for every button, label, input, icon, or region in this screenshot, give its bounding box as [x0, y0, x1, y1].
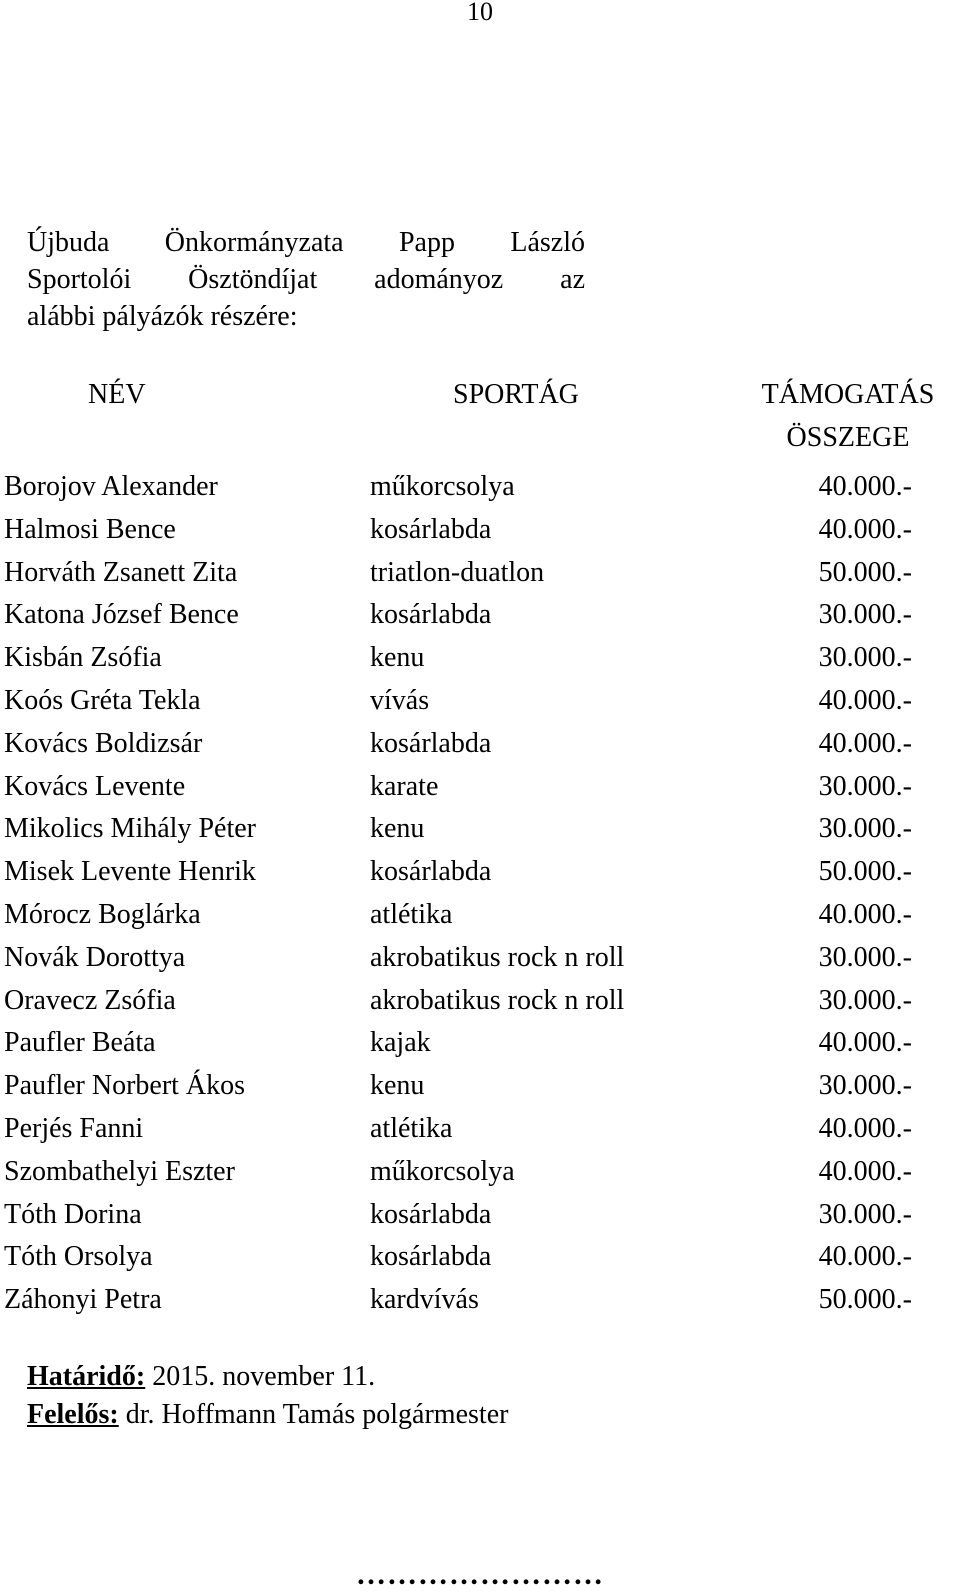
table-row	[4, 894, 960, 937]
recipient-amount: 40.000.-	[818, 471, 912, 502]
deadline-label: Határidő:	[27, 1361, 146, 1392]
recipient-name: Paufler Beáta	[4, 1027, 156, 1059]
recipient-name: Tóth Orsolya	[4, 1241, 153, 1273]
recipient-amount: 30.000.-	[818, 642, 912, 674]
recipient-sport: kosárlabda	[370, 727, 492, 759]
recipient-amount: 40.000.-	[818, 1027, 912, 1059]
page-number: 10	[467, 0, 493, 26]
table-row	[4, 509, 960, 552]
recipient-sport: műkorcsolya	[370, 471, 515, 502]
recipient-amount: 40.000.-	[818, 684, 912, 716]
intro-line: alábbi pályázók részére:	[27, 301, 298, 332]
recipient-name: Tóth Dorina	[4, 1198, 142, 1230]
column-header-amount	[740, 373, 956, 459]
table-row	[4, 1108, 960, 1151]
recipient-name: Kovács Levente	[4, 770, 186, 802]
recipient-sport: karate	[370, 770, 439, 802]
recipient-name: Misek Levente Henrik	[4, 856, 256, 888]
recipient-amount: 40.000.-	[818, 898, 912, 930]
recipient-amount: 50.000.-	[818, 556, 912, 588]
recipient-sport: kajak	[370, 1027, 431, 1059]
intro-line: Újbuda Önkormányzata Papp László	[27, 227, 585, 258]
recipient-amount: 30.000.-	[818, 770, 912, 802]
deadline-value: 2015. november 11.	[145, 1361, 376, 1392]
recipient-name: Novák Dorottya	[4, 941, 186, 973]
recipient-sport: triatlon-duatlon	[370, 556, 545, 588]
footer-block	[27, 1358, 508, 1434]
recipient-sport: atlétika	[370, 1112, 453, 1144]
column-header-amount-line1: TÁMOGATÁS	[761, 379, 935, 410]
table-row	[4, 594, 960, 637]
recipient-sport: akrobatikus rock n roll	[370, 984, 625, 1016]
column-header-amount-line2: ÖSSZEGE	[786, 422, 910, 453]
table-row	[4, 680, 960, 723]
responsible-line	[27, 1396, 508, 1434]
deadline-line	[27, 1358, 508, 1396]
recipient-name: Perjés Fanni	[4, 1112, 144, 1144]
recipient-sport: kenu	[370, 813, 425, 845]
responsible-value: dr. Hoffmann Tamás polgármester	[118, 1399, 509, 1430]
trailing-dots: ……………………	[356, 1558, 604, 1591]
recipient-name: Oravecz Zsófia	[4, 984, 176, 1016]
table-row	[4, 1236, 960, 1279]
recipient-sport: kosárlabda	[370, 856, 492, 888]
recipient-name: Horváth Zsanett Zita	[4, 556, 238, 588]
table-row	[4, 808, 960, 851]
table-row	[4, 851, 960, 894]
table-row	[4, 1194, 960, 1237]
recipient-name: Koós Gréta Tekla	[4, 684, 201, 716]
recipient-name: Katona József Bence	[4, 599, 239, 631]
recipient-amount: 30.000.-	[818, 1198, 912, 1230]
recipient-sport: vívás	[370, 684, 430, 716]
recipient-name: Borojov Alexander	[4, 471, 218, 502]
table-row	[4, 1279, 960, 1322]
recipient-sport: kosárlabda	[370, 1198, 492, 1230]
intro-line: Sportolói Ösztöndíjat adományoz az	[27, 264, 585, 295]
table-row	[4, 766, 960, 809]
recipient-sport: műkorcsolya	[370, 1155, 515, 1187]
recipient-sport: akrobatikus rock n roll	[370, 941, 625, 973]
recipient-name: Záhonyi Petra	[4, 1284, 162, 1316]
recipient-sport: atlétika	[370, 898, 453, 930]
column-header-name: NÉV	[88, 379, 146, 410]
recipient-amount: 30.000.-	[818, 813, 912, 845]
recipient-amount: 30.000.-	[818, 941, 912, 973]
recipient-amount: 50.000.-	[818, 856, 912, 888]
recipient-name: Halmosi Bence	[4, 513, 176, 545]
recipient-name: Paufler Norbert Ákos	[4, 1070, 246, 1102]
recipient-amount: 50.000.-	[818, 1284, 912, 1316]
recipient-sport: kenu	[370, 1070, 425, 1102]
table-row	[4, 466, 960, 509]
recipient-amount: 30.000.-	[818, 1070, 912, 1102]
column-header-sport: SPORTÁG	[453, 379, 579, 410]
recipient-name: Kovács Boldizsár	[4, 727, 203, 759]
table-row	[4, 723, 960, 766]
recipient-name: Mórocz Boglárka	[4, 898, 201, 930]
recipient-amount: 30.000.-	[818, 599, 912, 631]
intro-paragraph	[27, 224, 585, 335]
recipient-amount: 40.000.-	[818, 727, 912, 759]
table-row	[4, 1151, 960, 1194]
recipient-sport: kosárlabda	[370, 1241, 492, 1273]
table-row	[4, 1022, 960, 1065]
table-row	[4, 1065, 960, 1108]
recipient-amount: 40.000.-	[818, 1241, 912, 1273]
recipient-name: Mikolics Mihály Péter	[4, 813, 256, 845]
recipient-amount: 30.000.-	[818, 984, 912, 1016]
recipient-amount: 40.000.-	[818, 1112, 912, 1144]
table-row	[4, 552, 960, 595]
responsible-label: Felelős:	[27, 1399, 119, 1430]
recipient-sport: kosárlabda	[370, 599, 492, 631]
recipient-sport: kardvívás	[370, 1284, 479, 1316]
recipient-amount: 40.000.-	[818, 513, 912, 545]
recipient-name: Szombathelyi Eszter	[4, 1155, 235, 1187]
recipient-sport: kosárlabda	[370, 513, 492, 545]
recipient-sport: kenu	[370, 642, 425, 674]
table-row	[4, 937, 960, 980]
recipient-table	[4, 466, 960, 1322]
recipient-amount: 40.000.-	[818, 1155, 912, 1187]
table-row	[4, 637, 960, 680]
table-row	[4, 980, 960, 1023]
recipient-name: Kisbán Zsófia	[4, 642, 162, 674]
